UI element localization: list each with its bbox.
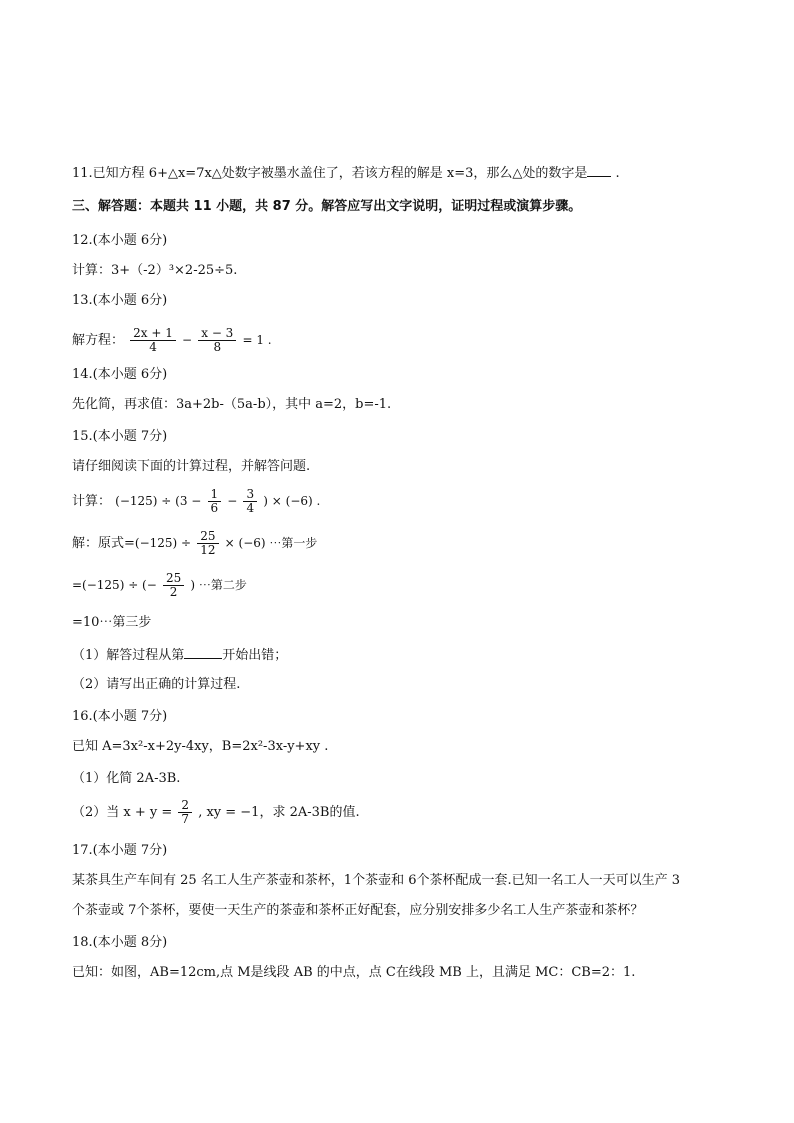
q15-step1-numerator: 25: [197, 530, 218, 544]
q13-f2-denominator: 8: [213, 340, 222, 354]
q15-calc-f2-numerator: 3: [243, 488, 257, 502]
q13-rhs: = 1 .: [242, 333, 272, 347]
q15-calc: [72, 486, 320, 517]
q15-calc-minus: −: [227, 494, 238, 508]
question-11: [72, 164, 620, 183]
q13-fraction-2: [198, 327, 236, 354]
q13-f2-numerator: x − 3: [198, 327, 236, 341]
q13-fraction-1: [130, 327, 176, 354]
q15-step2-denominator: 2: [169, 585, 178, 599]
q15-calc-pre: (−125) ÷ (3 −: [115, 494, 202, 508]
q15-step1-label: 解：原式=: [72, 536, 135, 551]
q16-sub2-post: , xy = −1，求 2A-3B的值.: [198, 805, 360, 820]
q13-equation: [72, 325, 272, 356]
q15-sub-1: [72, 646, 287, 665]
q16-given: 已知 A=3x²-x+2y-4xy，B=2x²-3x-y+xy .: [72, 739, 329, 754]
q13-f1-numerator: 2x + 1: [130, 327, 176, 341]
q12-heading: 12.(本小题 6分): [72, 233, 168, 248]
q13-heading: 13.(本小题 6分): [72, 293, 168, 308]
q15-calc-label: 计算：: [72, 494, 112, 509]
q15-step2-numerator: 25: [163, 572, 184, 586]
q15-step2-post: ) ⋯第二步: [190, 578, 247, 592]
q11-text: 11.已知方程 6+△x=7x△处数字被墨水盖住了，若该方程的解是 x=3，那么△处的数字是: [72, 166, 588, 181]
q15-sub1-post: 开始出错；: [222, 648, 288, 663]
q13-label: 解方程：: [72, 333, 125, 348]
q15-calc-f1-numerator: 1: [208, 488, 222, 502]
q16-sub2-pre: （2）当 x + y =: [72, 805, 173, 820]
q11-tail: .: [611, 166, 620, 181]
q15-step-3: =10⋯第三步: [72, 615, 152, 630]
q15-step1-fraction: [197, 530, 218, 557]
q15-heading: 15.(本小题 7分): [72, 429, 168, 444]
q16-sub-1: （1）化简 2A-3B.: [72, 771, 181, 786]
q16-sub-2: [72, 798, 360, 828]
q15-sub-2: （2）请写出正确的计算过程.: [72, 677, 241, 692]
q15-step2-pre: =(−125) ÷ (−: [72, 578, 157, 592]
q15-calc-f2-denominator: 4: [246, 501, 255, 515]
q14-body: 先化简，再求值：3a+2b-（5a-b），其中 a=2，b=-1.: [72, 397, 392, 412]
q14-heading: 14.(本小题 6分): [72, 367, 168, 382]
q15-calc-f1-denominator: 6: [210, 501, 219, 515]
section-title: 三、解答题：本题共 11 小题，共 87 分。解答应写出文字说明，证明过程或演算步骤。: [72, 199, 582, 214]
q15-calc-post: ) × (−6) .: [263, 494, 321, 508]
q16-sub2-numerator: 2: [178, 799, 192, 813]
q15-intro: 请仔细阅读下面的计算过程，并解答问题.: [72, 459, 311, 474]
q13-minus: −: [182, 333, 193, 347]
q16-heading: 16.(本小题 7分): [72, 709, 168, 724]
q15-sub1-pre: （1）解答过程从第: [72, 648, 185, 663]
q15-sub1-blank[interactable]: [184, 646, 222, 659]
q11-answer-blank[interactable]: [587, 164, 611, 177]
q17-line-2: 个茶壶或 7个茶杯，要使一天生产的茶壶和茶杯正好配套，应分别安排多少名工人生产茶壶和茶杯？: [72, 903, 644, 918]
q15-calc-fraction-2: [243, 488, 257, 515]
q17-heading: 17.(本小题 7分): [72, 843, 168, 858]
q15-calc-fraction-1: [208, 488, 222, 515]
q15-step1-post: × (−6) ⋯第一步: [224, 536, 318, 550]
q12-body: 计算：3+（-2）³×2-25÷5.: [72, 263, 238, 278]
q17-line-1: 某茶具生产车间有 25 名工人生产茶壶和茶杯，1个茶壶和 6个茶杯配成一套.已知一名工人一天可以生产 3: [72, 873, 681, 888]
q18-heading: 18.(本小题 8分): [72, 935, 168, 950]
q15-step1-denominator: 12: [200, 543, 216, 557]
q15-step2-fraction: [163, 572, 184, 599]
q15-step-1: [72, 528, 317, 559]
q16-sub2-fraction: [178, 799, 192, 826]
q16-sub2-denominator: 7: [181, 812, 190, 826]
q15-step1-pre: (−125) ÷: [134, 536, 192, 550]
q15-step-2: [72, 570, 247, 601]
q13-f1-denominator: 4: [149, 340, 157, 354]
q18-body: 已知：如图，AB=12cm,点 M是线段 AB 的中点，点 C在线段 MB 上，且满足 MC：CB=2：1.: [72, 965, 636, 980]
